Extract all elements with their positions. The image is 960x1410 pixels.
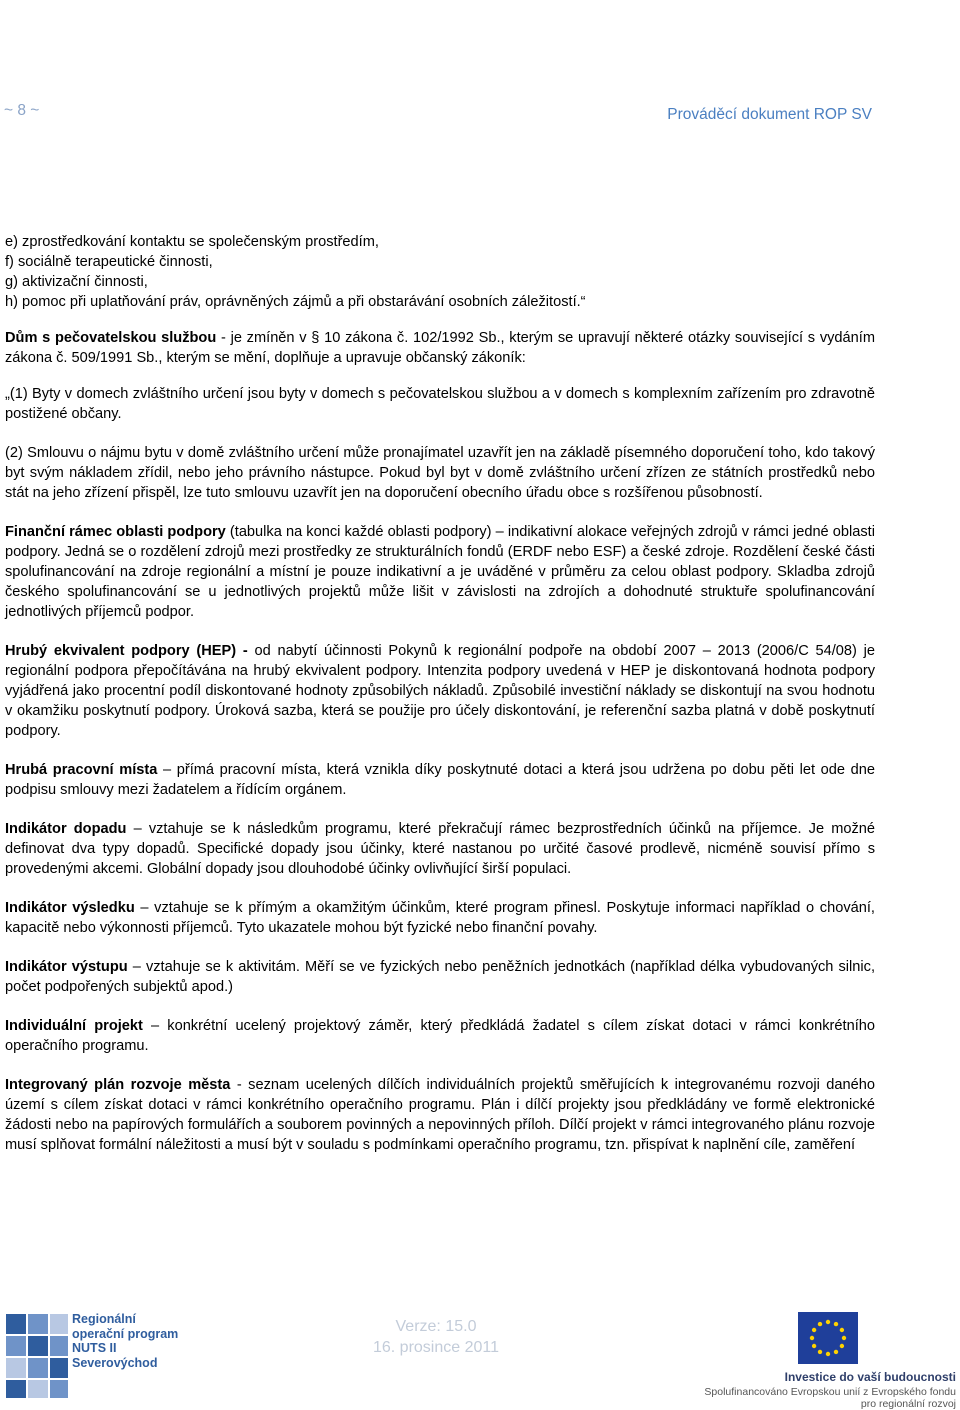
term: Finanční rámec oblasti podpory [5, 524, 226, 540]
page-footer [0, 1308, 960, 1410]
logo-line: NUTS II Severovýchod [72, 1341, 158, 1370]
version-date: 16. prosince 2011 [372, 1339, 499, 1356]
page-header [0, 102, 960, 132]
definition-paragraph [5, 522, 875, 622]
eu-flag-icon [798, 1312, 858, 1364]
definition-paragraph [5, 898, 875, 938]
term: Dům s pečovatelskou službou [5, 330, 217, 346]
eu-cofinancing-text: Spolufinancováno Evropskou unií z Evropského fondu pro regionální rozvoj [704, 1386, 956, 1410]
rop-logo [4, 1312, 194, 1404]
document-title: Prováděcí dokument ROP SV [667, 106, 872, 123]
definition-paragraph [5, 819, 875, 879]
term: Hrubý ekvivalent podpory (HEP) - [5, 643, 248, 659]
definition-text: - je zmíněn v § 10 zákona č. 102/1992 Sb., kterým se upravují některé otázky související s vydáním zákona č. 509/1991 Sb., kterým se mění, doplňuje a upravuje občanský zákoník: [5, 330, 875, 366]
term: Indikátor výsledku [5, 900, 135, 916]
version-label: Verze: 15.0 [395, 1318, 477, 1335]
eu-slogan: Investice do vaší budoucnosti [784, 1370, 956, 1384]
definition-paragraph [5, 1075, 875, 1155]
definition-paragraph [5, 1016, 875, 1056]
definition-paragraph [5, 641, 875, 741]
quote-paragraph-2: (2) Smlouvu o nájmu bytu v domě zvláštního určení může pronajímatel uzavřít jen na základě písemného doporučení toho, kdo takový byt svým nákladem zřídil, nebo jeho právního nástupce. Pokud byl byt v domě zvláštního určení zřízen ze státních prostředků nebo stát na jeho zřízení přispěl, lze tuto smlouvu uzavřít jen na doporučení obecního úřadu obce s rozšířenou působností. [5, 445, 875, 501]
version-block [366, 1316, 506, 1358]
definition-text: – přímá pracovní místa, která vznikla díky poskytnuté dotaci a která jsou udržena po dobu pěti let ode dne podpisu smlouvy mezi žadatelem a řídícím orgánem. [5, 762, 875, 798]
logo-line: Regionální [72, 1312, 136, 1326]
definition-text: – vztahuje se k přímým a okamžitým účinkům, které program přinesl. Poskytuje informaci například o chování, kapacitě nebo výkonnosti příjemců. Tyto ukazatele mohou být fyzické nebo finanční povahy. [5, 900, 875, 936]
term: Indikátor dopadu [5, 821, 127, 837]
document-body [5, 232, 875, 1155]
paragraph-dum [5, 328, 875, 368]
logo-line: operační program [72, 1326, 179, 1341]
definition-text: – vztahuje se k aktivitám. Měří se ve fyzických nebo peněžních jednotkách (například délka vybudovaných silnic, počet podpořených subjektů apod.) [5, 959, 875, 995]
list-item: f) sociálně terapeutické činnosti, [5, 254, 213, 270]
term: Hrubá pracovní místa [5, 762, 158, 778]
definition-text: od nabytí účinnosti Pokynů k regionální podpoře na období 2007 – 2013 (2006/C 54/08) je regionální podpora přepočítávána na hrubý ekvivalent podpory. Intenzita podpory uvedená v HEP je diskontovaná hodnota podpory vyjádřená jako procentní podíl diskontované hodnoty způsobilých nákladů. Způsobilé investiční náklady se diskontují na svou hodnotu v okamžiku poskytnutí podpory. Úroková sazba, která se použije pro účely diskontování, je referenční sazba platná v době poskytnutí podpory. [5, 643, 876, 739]
list-item: h) pomoc při uplatňování práv, oprávněných zájmů a při obstarávání osobních záležitostí.“ [5, 294, 586, 310]
list-item: e) zprostředkování kontaktu se společenským prostředím, [5, 234, 379, 250]
definition-text: - seznam ucelených dílčích individuálních projektů směřujících k integrovanému rozvoji daného území s cílem získat dotaci v rámci konkrétního operačního programu. Plán i dílčí projekty jsou předkládány ve formě elektronické žádosti nebo na papírových formulářích a souborem povinných a nepovinných příloh. Dílčí projekt v rámci integrovaného plánu rozvoje musí splňovat formální náležitosti a musí být v souladu s podmínkami operačního programu, tzn. přispívat k naplnění cíle, zaměření [5, 1077, 875, 1153]
quote-paragraph-1: „(1) Byty v domech zvláštního určení jsou byty v domech s pečovatelskou službou a v domech s komplexním zařízením pro zdravotně postižené občany. [5, 386, 875, 422]
definition-text: – konkrétní ucelený projektový záměr, který předkládá žadatel s cílem získat dotaci v rámci konkrétního operačního programu. [5, 1018, 875, 1054]
eu-logo [700, 1310, 958, 1410]
list-item: g) aktivizační činnosti, [5, 274, 148, 290]
definition-text: – vztahuje se k následkům programu, které překračují rámec bezprostředních účinků na příjemce. Je možné definovat dva typy dopadů. Specifické dopady jsou účinky, které nastanou po určité časové prodlevě, nicméně souvisí přímo s provedenými akcemi. Globální dopady jsou dlouhodobé účinky ovlivňující širší populaci. [5, 821, 876, 877]
definition-paragraph [5, 760, 875, 800]
term: Individuální projekt [5, 1018, 143, 1034]
term: Indikátor výstupu [5, 959, 128, 975]
definition-paragraph [5, 957, 875, 997]
term: Integrovaný plán rozvoje města [5, 1077, 231, 1093]
definition-text: (tabulka na konci každé oblasti podpory) – indikativní alokace veřejných zdrojů v rámci jedné oblasti podpory. Jedná se o rozdělení zdrojů mezi prostředky ze strukturálních fondů (ERDF nebo ESF) a české zdroje. Rozdělení české části spolufinancování na zdroje regionální a místní je pouze indikativní a je uváděné v průměru za celou oblast podpory. Skladba zdrojů českého spolufinancování se u jednotlivých projektů může lišit v závislosti na zdrojích a dohodnuté struktuře spolufinancování jednotlivých příjemců podpor. [5, 524, 875, 620]
page-number: ~ 8 ~ [4, 102, 40, 119]
rop-flag-icon [4, 1312, 70, 1400]
